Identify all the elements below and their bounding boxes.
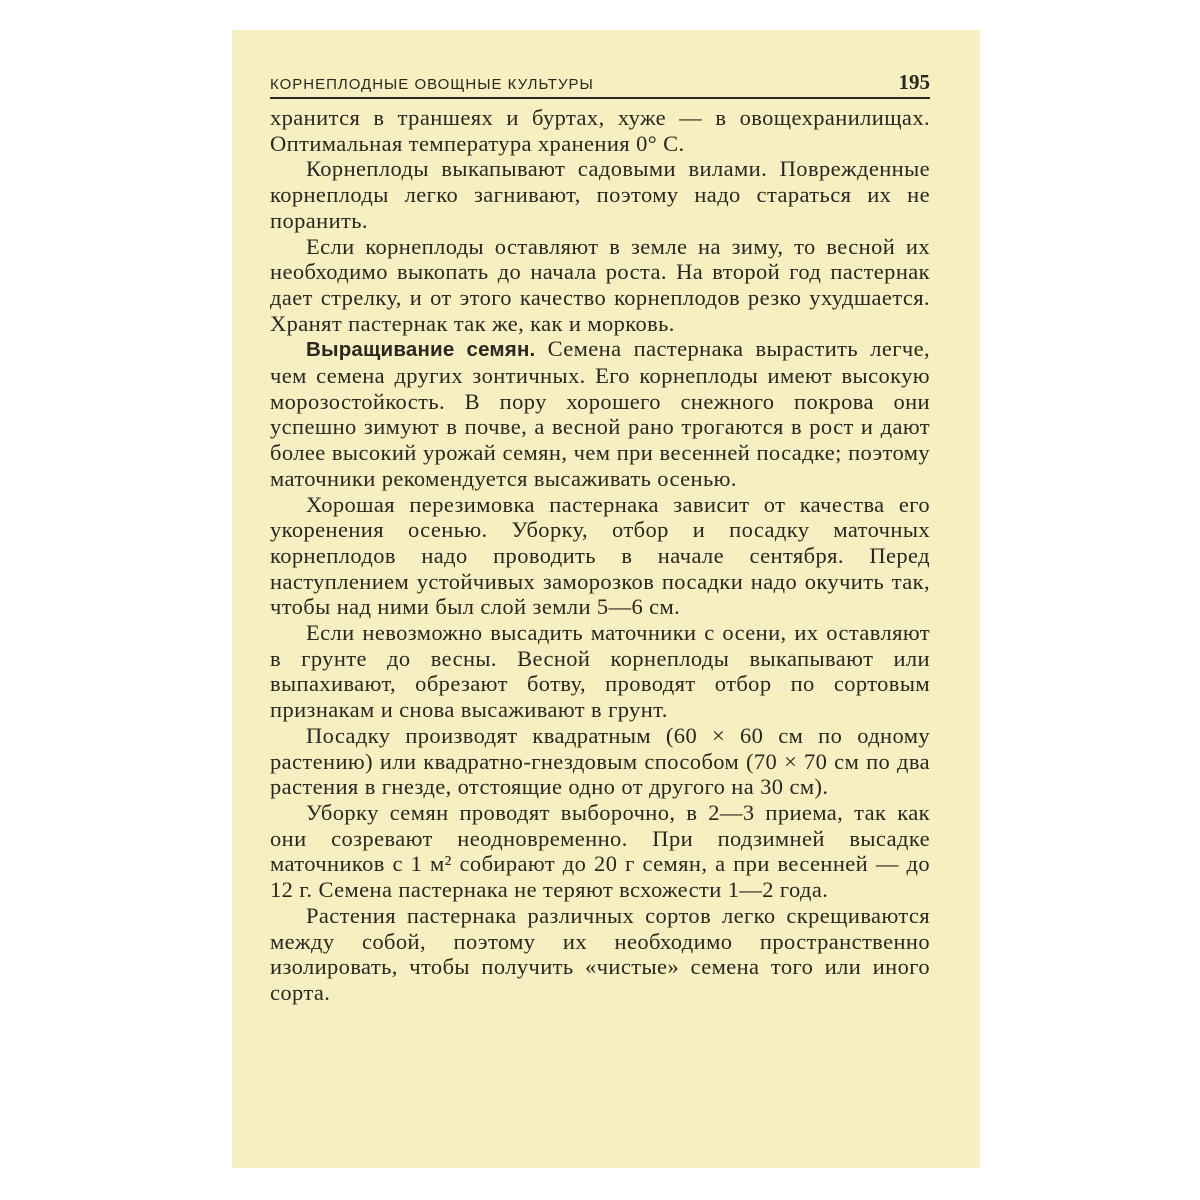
paragraph-text: хранится в траншеях и буртах, хуже — в овощехранилищах. Оптимальная температура хранения 0° С. xyxy=(270,105,930,156)
paragraph xyxy=(270,105,930,156)
paragraph-text: Если корнеплоды оставляют в земле на зиму, то весной их необходимо выкопать до начала роста. На второй год пастернак дает стрелку, и от этого качество корнеплодов резко ухудшается. Хранят пастернак так же, как и морковь. xyxy=(270,233,930,336)
section-heading: Выращивание семян. xyxy=(306,338,536,362)
paragraph xyxy=(270,903,930,1006)
paragraph xyxy=(270,723,930,800)
paragraph-text: Уборку семян проводят выборочно, в 2—3 приема, так как они созревают неодновременно. При подзимней высадке маточников с 1 м² собирают до 20 г семян, а при весенней — до 12 г. Семена пастернака не теряют всхожести 1—2 года. xyxy=(270,799,930,903)
running-head xyxy=(270,70,930,99)
paragraph xyxy=(270,492,930,621)
paragraph xyxy=(270,620,930,723)
paragraph-text: Посадку производят квадратным (60 × 60 см по одному растению) или квадратно-гнездовым способом (70 × 70 см по два растения в гнезде, отстоящие одно от другого на 30 см). xyxy=(270,722,930,800)
paragraph xyxy=(270,800,930,903)
body-text xyxy=(270,105,930,1006)
paragraph-text: Семена пастернака вырастить легче, чем семена других зонтичных. Его корнеплоды имеют высокую морозостойкость. В пору хорошего снежного покрова они успешно зимуют в почве, а весной рано трогаются в рост и дают более высокий урожай семян, чем при весенней посадке; поэтому маточники рекомендуется высаживать осенью. xyxy=(270,336,930,491)
paragraph-text: Хорошая перезимовка пастернака зависит от качества его укоренения осенью. Уборку, отбор и посадку маточных корнеплодов надо проводить в начале сентября. Перед наступлением устойчивых заморозков посадки надо окучить так, чтобы над ними был слой земли 5—6 см. xyxy=(270,491,930,620)
page-number: 195 xyxy=(898,70,930,94)
paragraph-text: Если невозможно высадить маточники с осени, их оставляют в грунте до весны. Весной корнеплоды выкапывают или выпахивают, обрезают ботву, проводят отбор по сортовым признакам и снова высаживают в грунт. xyxy=(270,620,930,723)
running-title: КОРНЕПЛОДНЫЕ ОВОЩНЫЕ КУЛЬТУРЫ xyxy=(270,76,594,93)
paragraph xyxy=(270,156,930,233)
paragraph xyxy=(270,234,930,337)
paragraph-text: Растения пастернака различных сортов легко скрещиваются между собой, поэтому их необходимо пространственно изолировать, чтобы получить «чистые» семена того или иного сорта. xyxy=(270,902,930,1005)
book-page xyxy=(232,30,980,1168)
paragraph xyxy=(270,336,930,491)
paragraph-text: Корнеплоды выкапывают садовыми вилами. Поврежденные корнеплоды легко загнивают, поэтому надо стараться их не поранить. xyxy=(270,156,930,233)
